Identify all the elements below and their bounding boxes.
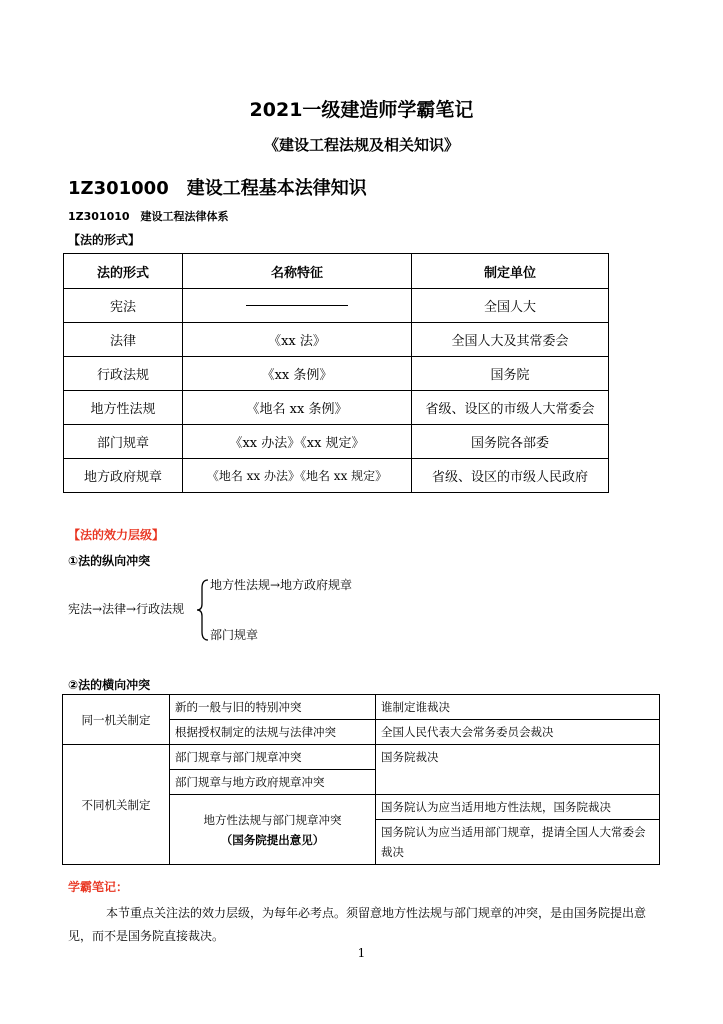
brace-icon [196, 578, 210, 642]
table-cell: 《地名 xx 办法》《地名 xx 规定》 [183, 459, 412, 493]
table-cell: 《xx 法》 [183, 323, 412, 357]
table-cell [170, 795, 376, 865]
column-header: 名称特征 [183, 254, 412, 289]
table-row [63, 745, 660, 770]
table-cell: 地方性法规 [64, 391, 183, 425]
table-cell: 根据授权制定的法规与法律冲突 [170, 720, 376, 745]
table-cell: 国务院裁决 [376, 745, 660, 795]
table-row [64, 459, 609, 493]
conflict-table [62, 694, 660, 865]
table-cell: 部门规章 [64, 425, 183, 459]
table-header-row [64, 254, 609, 289]
hierarchy-branch-top: 地方性法规→地方政府规章 [210, 578, 353, 592]
notes-title: 学霸笔记： [68, 880, 129, 894]
table-cell: 国务院认为应当适用地方性法规，国务院裁决 [376, 795, 660, 820]
horizontal-conflict-title: ②法的横向冲突 [68, 678, 151, 692]
table-cell: 全国人民代表大会常务委员会裁决 [376, 720, 660, 745]
law-forms-table [63, 253, 609, 493]
table-cell: 省级、设区的市级人大常委会 [412, 391, 609, 425]
conflict-note: （国务院提出意见） [220, 832, 325, 847]
table-cell: 国务院认为应当适用部门规章，提请全国人大常委会裁决 [376, 820, 660, 865]
table-cell: 全国人大及其常委会 [412, 323, 609, 357]
table-row [64, 391, 609, 425]
column-header: 法的形式 [64, 254, 183, 289]
table-cell: 国务院 [412, 357, 609, 391]
page-subtitle: 《建设工程法规及相关知识》 [263, 136, 459, 154]
table-cell: 不同机关制定 [63, 745, 170, 865]
table-cell: 部门规章与部门规章冲突 [170, 745, 376, 770]
table-cell: 新的一般与旧的特别冲突 [170, 695, 376, 720]
table-cell [183, 289, 412, 323]
table-cell: 行政法规 [64, 357, 183, 391]
section-heading: 1Z301010 建设工程法律体系 [68, 210, 229, 223]
table-cell: 谁制定谁裁决 [376, 695, 660, 720]
forms-heading: 【法的形式】 [68, 233, 141, 247]
column-header: 制定单位 [412, 254, 609, 289]
table-cell: 法律 [64, 323, 183, 357]
notes-body: 本节重点关注法的效力层级，为每年必考点。须留意地方性法规与部门规章的冲突，是由国务院提出意见，而不是国务院直接裁决。 [68, 906, 647, 943]
conflict-label: 地方性法规与部门规章冲突 [203, 812, 342, 827]
hierarchy-branch-bottom: 部门规章 [210, 628, 259, 642]
hierarchy-heading: 【法的效力层级】 [68, 528, 165, 542]
dash-line [246, 305, 348, 306]
table-row [63, 695, 660, 720]
table-cell: 《地名 xx 条例》 [183, 391, 412, 425]
chapter-heading: 1Z301000 建设工程基本法律知识 [68, 178, 367, 199]
table-row [64, 289, 609, 323]
table-cell: 省级、设区的市级人民政府 [412, 459, 609, 493]
vertical-conflict-title: ①法的纵向冲突 [68, 554, 151, 568]
table-cell: 部门规章与地方政府规章冲突 [170, 770, 376, 795]
table-cell: 国务院各部委 [412, 425, 609, 459]
table-row [64, 357, 609, 391]
table-row [64, 425, 609, 459]
table-cell: 全国人大 [412, 289, 609, 323]
table-cell: 《xx 办法》《xx 规定》 [183, 425, 412, 459]
table-cell: 地方政府规章 [64, 459, 183, 493]
table-row [64, 323, 609, 357]
page-number: 1 [357, 946, 366, 960]
table-cell: 同一机关制定 [63, 695, 170, 745]
page-title: 2021一级建造师学霸笔记 [249, 99, 474, 121]
table-cell: 宪法 [64, 289, 183, 323]
table-cell: 《xx 条例》 [183, 357, 412, 391]
hierarchy-chain: 宪法→法律→行政法规 [68, 602, 185, 616]
